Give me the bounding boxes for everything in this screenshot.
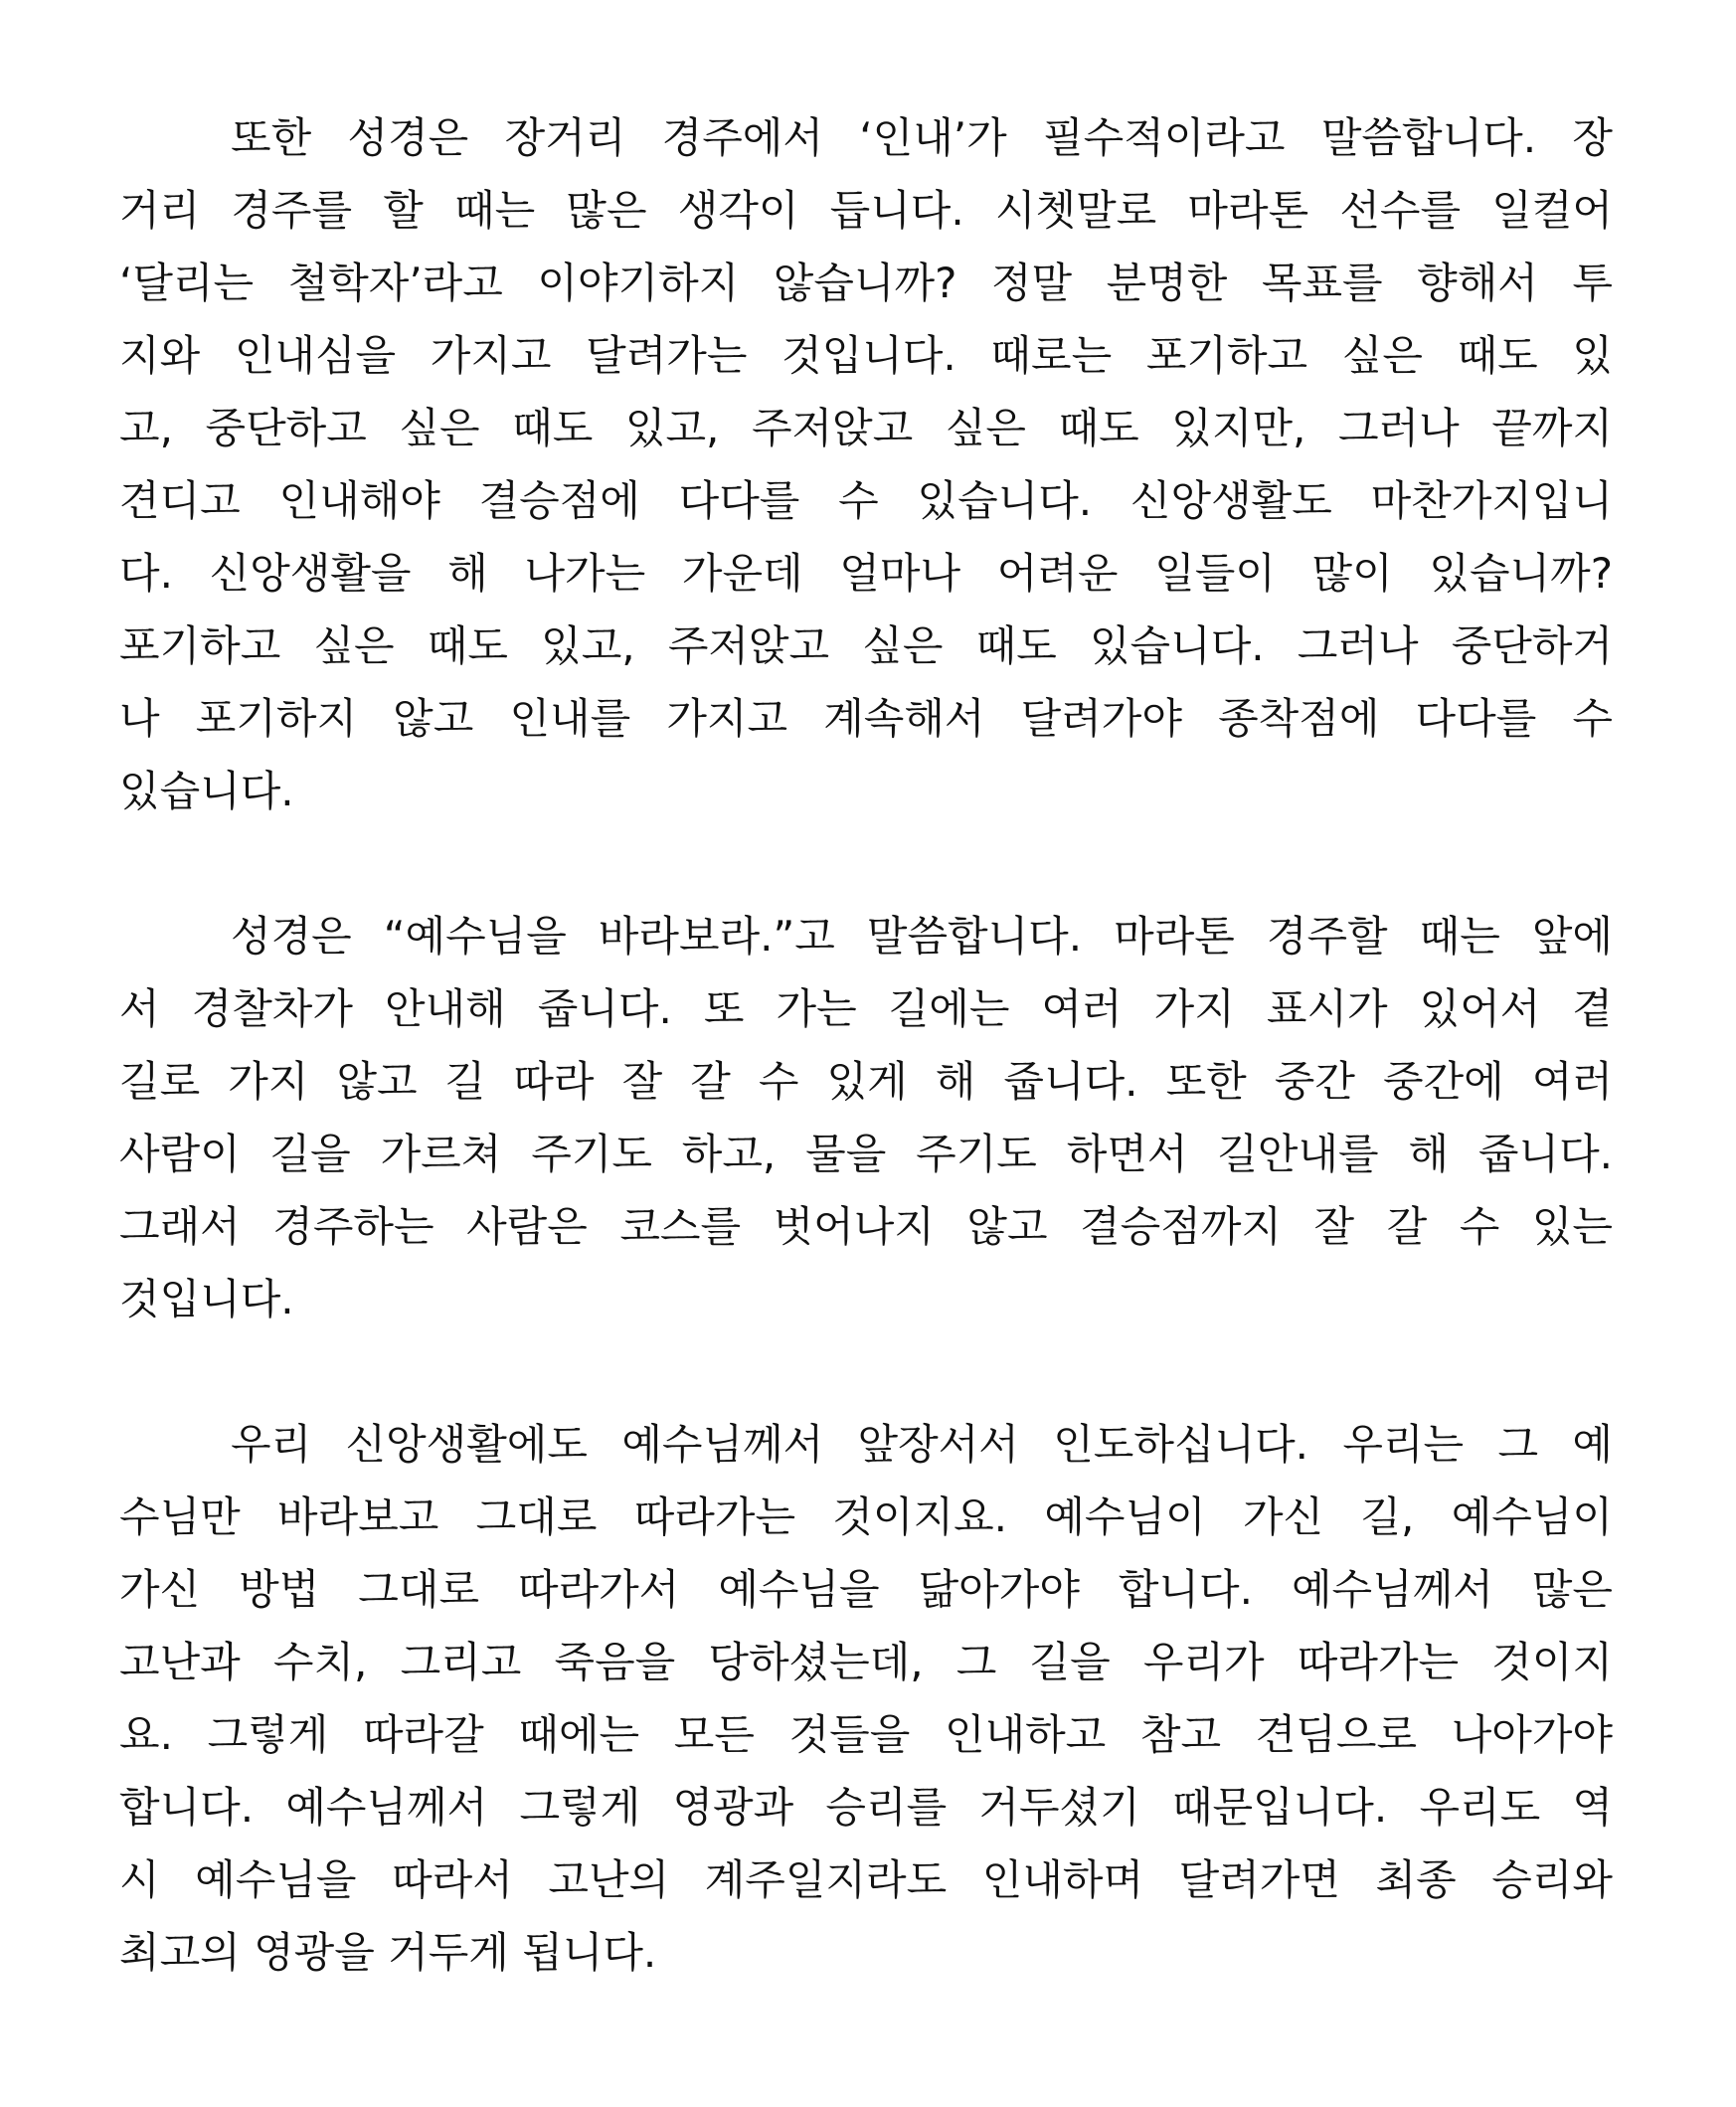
text-line: 고, 중단하고 싶은 때도 있고, 주저앉고 싶은 때도 있지만, 그러나 끝까지 bbox=[119, 404, 1613, 452]
text-line: 수님만 바라보고 그대로 따라가는 것이지요. 예수님이 가신 길, 예수님이 bbox=[119, 1492, 1613, 1541]
text-line: 합니다. 예수님께서 그렇게 영광과 승리를 거두셨기 때문입니다. 우리도 역 bbox=[119, 1783, 1613, 1832]
text-line: 사람이 길을 가르쳐 주기도 하고, 물을 주기도 하면서 길안내를 해 줍니다. bbox=[119, 1130, 1613, 1178]
text-line: 견디고 인내해야 결승점에 다다를 수 있습니다. 신앙생활도 마찬가지입니 bbox=[119, 476, 1613, 525]
paragraph-following-jesus bbox=[119, 1408, 1613, 1989]
text-line: 고난과 수치, 그리고 죽음을 당하셨는데, 그 길을 우리가 따라가는 것이지 bbox=[119, 1638, 1613, 1686]
text-line: 다. 신앙생활을 해 나가는 가운데 얼마나 어려운 일들이 많이 있습니까? bbox=[119, 549, 1613, 598]
paragraph-perseverance bbox=[119, 101, 1613, 827]
text-line: 거리 경주를 할 때는 많은 생각이 듭니다. 시쳇말로 마라톤 선수를 일컬어 bbox=[119, 186, 1613, 235]
text-line: 지와 인내심을 가지고 달려가는 것입니다. 때로는 포기하고 싶은 때도 있 bbox=[119, 331, 1613, 380]
text-line: 성경은 “예수님을 바라보라.”고 말씀합니다. 마라톤 경주할 때는 앞에 bbox=[231, 912, 1613, 961]
text-line: 길로 가지 않고 길 따라 잘 갈 수 있게 해 줍니다. 또한 중간 중간에 여러 bbox=[119, 1057, 1613, 1106]
text-line: 서 경찰차가 안내해 줍니다. 또 가는 길에는 여러 가지 표시가 있어서 곁 bbox=[119, 984, 1613, 1033]
paragraph-look-to-jesus bbox=[119, 900, 1613, 1335]
text-line: 요. 그렇게 따라갈 때에는 모든 것들을 인내하고 참고 견딤으로 나아가야 bbox=[119, 1710, 1613, 1759]
text-line: 최고의 영광을 거두게 됩니다. bbox=[119, 1928, 657, 1977]
text-line: 나 포기하지 않고 인내를 가지고 계속해서 달려가야 종착점에 다다를 수 bbox=[119, 694, 1613, 743]
text-line: ‘달리는 철학자’라고 이야기하지 않습니까? 정말 분명한 목표를 향해서 투 bbox=[119, 259, 1613, 307]
text-line: 포기하고 싶은 때도 있고, 주저앉고 싶은 때도 있습니다. 그러나 중단하거 bbox=[119, 621, 1613, 670]
text-line: 있습니다. bbox=[119, 767, 294, 815]
text-line: 가신 방법 그대로 따라가서 예수님을 닮아가야 합니다. 예수님께서 많은 bbox=[119, 1565, 1613, 1614]
text-line: 우리 신앙생활에도 예수님께서 앞장서서 인도하십니다. 우리는 그 예 bbox=[231, 1420, 1613, 1469]
text-line: 또한 성경은 장거리 경주에서 ‘인내’가 필수적이라고 말씀합니다. 장 bbox=[231, 113, 1613, 162]
text-line: 시 예수님을 따라서 고난의 계주일지라도 인내하며 달려가면 최종 승리와 bbox=[119, 1855, 1613, 1904]
text-line: 그래서 경주하는 사람은 코스를 벗어나지 않고 결승점까지 잘 갈 수 있는 bbox=[119, 1202, 1613, 1251]
text-line: 것입니다. bbox=[119, 1275, 294, 1323]
document-page bbox=[119, 101, 1613, 2061]
